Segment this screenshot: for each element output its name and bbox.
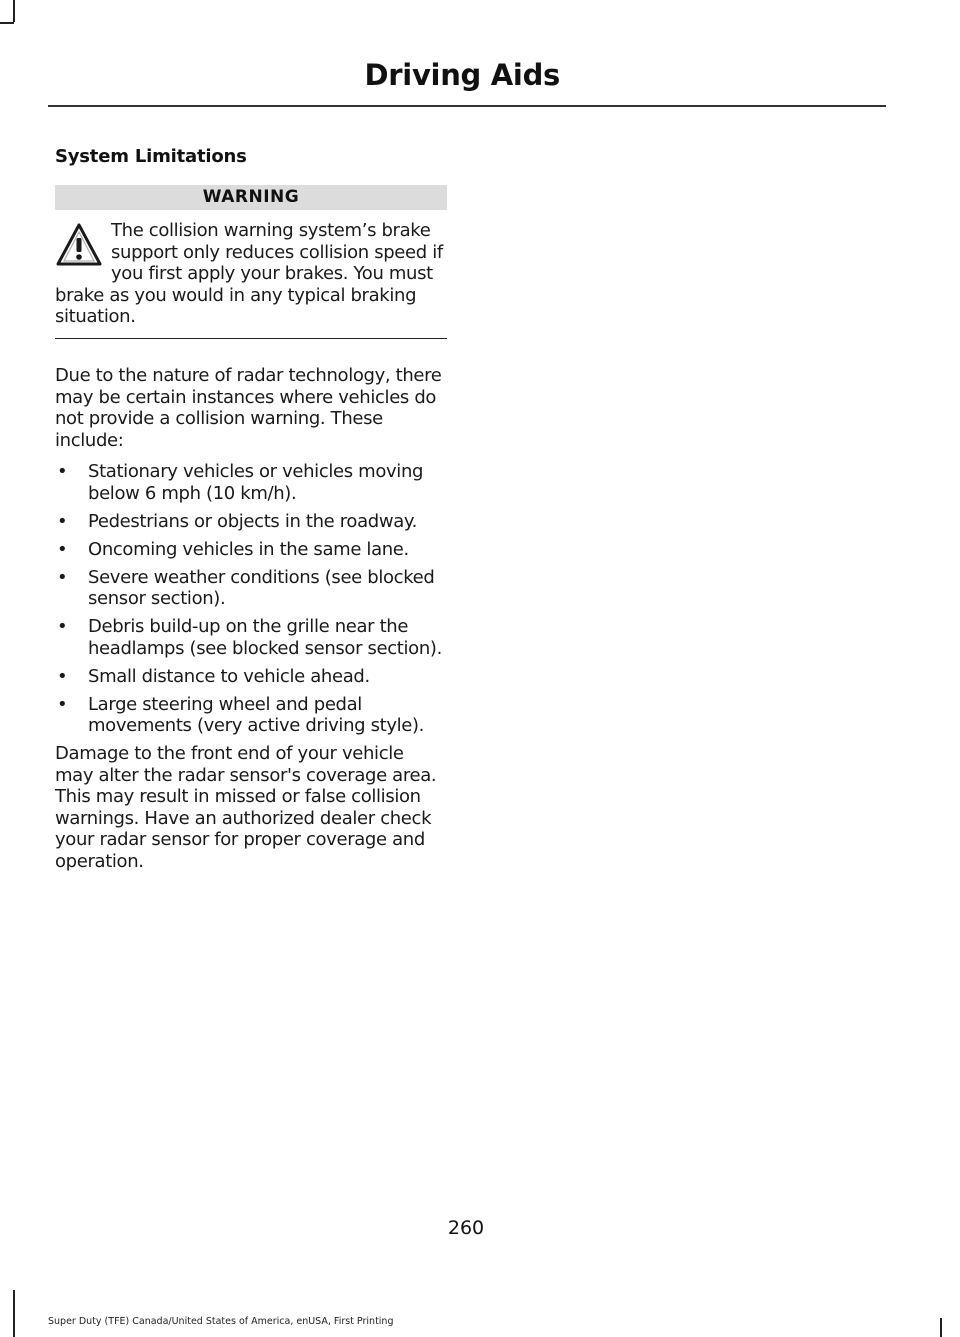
page-number: 260 xyxy=(447,1217,485,1239)
intro-paragraph: Due to the nature of radar technology, there may be certain instances where vehicles do not provide a collision warning. These include: xyxy=(55,365,442,451)
main-column xyxy=(55,146,447,872)
list-item xyxy=(55,511,447,533)
bullet-marker: • xyxy=(57,461,68,482)
list-item xyxy=(55,666,447,688)
warning-triangle-icon xyxy=(55,222,103,268)
section-title: System Limitations xyxy=(55,146,247,167)
limitations-list xyxy=(55,461,447,737)
warning-text: The collision warning system’s brake support only reduces collision speed if you first apply your brakes. You must brake as you would in any typical braking situation. xyxy=(55,220,443,327)
bullet-marker: • xyxy=(57,510,68,532)
list-item-text: Oncoming vehicles in the same lane. xyxy=(88,538,409,560)
list-item-text: Severe weather conditions (see blocked sensor section). xyxy=(88,566,435,609)
list-item-text: Small distance to vehicle ahead. xyxy=(88,665,370,687)
page-header-title: Driving Aids xyxy=(364,58,560,92)
footer-text: Super Duty (TFE) Canada/United States of America, enUSA, First Printing xyxy=(48,1316,394,1327)
list-item xyxy=(55,539,447,561)
warning-box xyxy=(55,210,447,339)
warning-divider xyxy=(55,338,447,340)
crop-mark-top-left-h xyxy=(0,22,14,24)
crop-mark-top-left xyxy=(13,0,15,22)
list-item xyxy=(55,567,447,610)
crop-mark-bottom-left xyxy=(13,1290,15,1337)
closing-paragraph: Damage to the front end of your vehicle may alter the radar sensor's coverage area. This may result in missed or false collision warnings. Have an authorized dealer check your radar sensor for proper coverage and operation. xyxy=(55,743,437,872)
list-item-text: Large steering wheel and pedal movements (very active driving style). xyxy=(88,693,425,736)
bullet-marker: • xyxy=(57,566,68,588)
header-divider xyxy=(48,105,886,107)
warning-label: WARNING xyxy=(55,185,447,210)
bullet-marker: • xyxy=(57,616,68,637)
list-item xyxy=(55,461,447,504)
list-item-text: Debris build-up on the grille near the headlamps (see blocked sensor section). xyxy=(88,616,442,659)
list-item-text: Pedestrians or objects in the roadway. xyxy=(88,510,417,532)
list-item xyxy=(55,616,447,659)
crop-mark-bottom-right xyxy=(940,1318,942,1337)
bullet-marker: • xyxy=(57,693,68,715)
list-item-text: Stationary vehicles or vehicles moving below 6 mph (10 km/h). xyxy=(88,461,424,504)
bullet-marker: • xyxy=(57,665,68,687)
bullet-marker: • xyxy=(57,538,68,560)
list-item xyxy=(55,694,447,737)
